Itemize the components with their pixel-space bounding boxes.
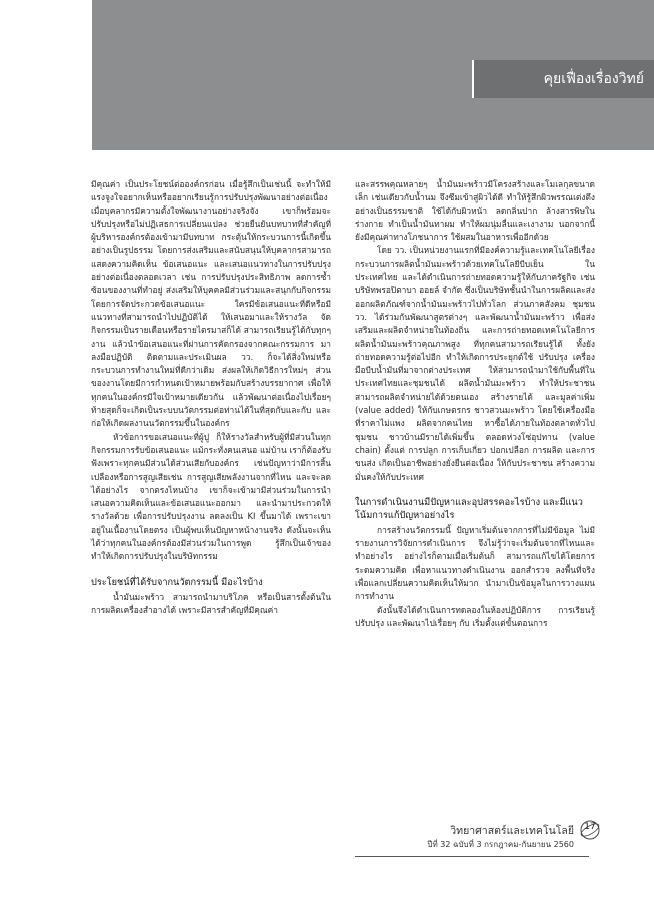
left-column — [91, 178, 331, 617]
right-paragraph-4: ดังนั้นจึงได้ดำเนินการทดลองในห้องปฏิบัติการ การเรียนรู้ ปรับปรุง และพัฒนาไปเรื่อยๆ กับ เริ่มตั้งแต่ขั้นตอนการ — [355, 604, 595, 628]
right-column — [355, 178, 595, 630]
header-band-cutout — [0, 0, 92, 150]
page-number: 17 — [584, 822, 596, 832]
left-paragraph-2: หัวข้อการขอเสนอแนะที่ผู้ปู ก็ให้รางวัลสำหรับผู้ที่มีส่วนในทุกกิจกรรมการรับข้อเสนอแนะ แม้กระทั่งคนเสนอ แม่บ้าน เราก็ต้องรับฟังเพราะทุกคนมีส่วนได้ส่วนเสียกับองค์กร เช่นปัญหาว่ามีการสิ้นเปลืองหรือการสูญเสียเช่น การสูญเสียพลังงานจากที่ไหน และจะลดได้อย่างไร จากตรงไหนบ้าง เขาก็จะเข้ามามีส่วนร่วมในการนำเสนอความคิดเห็นและข้อเสนอแนะออกมา และนำมาประกวดให้รางวัลด้วย เพื่อการปรับปรุงงาน ลดลงเป็น KI ขึ้นมาได้ เพราะเขาอยู่ในเนื้องานโดยตรง เป็นผู้พบเห็นปัญหาหน้างานจริง ดังนั้นจะเห็นได้ว่าทุกคนในองค์กรต้องมีส่วนร่วมในการพูด รู้สึกเป็นเจ้าของ ทำให้เกิดการปรับปรุงในบริษัทกรรม — [91, 431, 331, 562]
left-subheading: ประโยชน์ที่ได้รับจากนวัตกรรมนี้ มีอะไรบ้าง — [91, 576, 263, 588]
footer-journal-title: วิทยาศาสตร์และเทคโนโลยี — [450, 825, 574, 837]
section-tab — [472, 60, 654, 98]
left-paragraph-3: น้ำมันมะพร้าว สามารถนำมาบริโภค หรือเป็นสารตั้งต้นในการผลิตเครื่องสำอางได้ เพราะมีสารสำคัญที่มีคุณค่า — [91, 591, 331, 615]
right-paragraph-3: การสร้างนวัตกรรมนี้ ปัญหาเริ่มต้นจากการที่ไม่มีข้อมูล ไม่มีรายงานการวิจัยการดำเนินการ จึงไม่รู้ว่าจะเริ่มต้นจากที่ไหนและทำอย่างไร อย่างไรก็ตามเมื่อเริ่มต้นก็ สามารถแก้ไขได้โดยการระดมความคิด เพื่อหาแนวทางดำเนินงาน ออกสำรวจ ลงพื้นที่จริง เพื่อแลกเปลี่ยนความคิดเห็นให้มาก นำมาเป็นข้อมูลในการวางแผนการทำงาน — [355, 524, 595, 602]
right-subheading: ในการดำเนินงานมีปัญหาและอุปสรรคอะไรบ้าง และมีแนวโน้มการแก้ปัญหาอย่างไร — [355, 496, 583, 521]
footer-issue-info: ปีที่ 32 ฉบับที่ 3 กรกฎาคม-กันยายน 2560 — [427, 840, 574, 849]
right-paragraph-2: โดย วว. เป็นหน่วยงานแรกที่มีองค์ความรู้และเทคโนโลยีเรื่อง กระบวนการผลิตน้ำมันมะพร้าวด้วยเทคโนโลยีบีบเย็น ในประเทศไทย และได้ดำเนินการถ่ายทอดความรู้ให้กับภาครัฐกิจ เช่น บริษัทพรอปิตาบา ออยล์ จำกัด ซึ่งเป็นบริษัทชั้นนำในการผลิตและส่งออกผลิตภัณฑ์จากน้ำมันมะพร้าวไปทั่วโลก ส่วนภาคสังคม ชุมชน วว. ได้ร่วมกันพัฒนาสูตรต่างๆ และพัฒนาน้ำมันมะพร้าว เพื่อส่งเสริมและผลิตจำหน่ายในท้องถิ่น และการถ่ายทอดเทคโนโลยีการผลิตน้ำมันมะพร้าวคุณภาพสูง ที่ทุกคนสามารถเรียนรู้ได้ ทั้งยังถ่ายทอดความรู้ต่อไปอีก ทำให้เกิดการประยุกต์ใช้ ปรับปรุง เครื่องมือบีบน้ำมันที่มาจากต่างประเทศ ให้สามารถนำมาใช้กับพื้นที่ในประเทศไทยและชุมชนได้ ผลิตน้ำมันมะพร้าว ทำให้ประชาชนสามารถผลิตจำหน่ายได้ด้วยตนเอง สร้างรายได้ และมูลค่าเพิ่ม (value added) ให้กับเกษตรกร ชาวสวนมะพร้าว โดยใช้เครื่องมือที่ราคาไม่แพง ผลิตจากคนไทย หาซื้อได้ภายในท้องตลาดทั่วไป ชุมชน ชาวบ้านมีรายได้เพิ่มขึ้น ตลอดห่วงโซ่อุปทาน (value chain) ตั้งแต่ การปลูก การเก็บเกี่ยว ปอกเปลือก การผลิต และการขนส่ง เกิดเป็นอาชีพอย่างยั่งยืนต่อเนื่อง ให้กับประชาชน สร้างความมั่นคงให้กับประเทศ — [355, 245, 595, 482]
footer-divider — [355, 856, 589, 857]
left-paragraph-1: มีคุณค่า เป็นประโยชน์ต่อองค์กรก่อน เมื่อรู้สึกเป็นเช่นนี้ จะทำให้มีแรงจูงใจอยากเห็นหรืออยากเรียนรู้การปรับปรุงพัฒนาอย่างต่อเนื่อง เมื่อบุคลากรมีความตั้งใจพัฒนางานอย่างจริงจัง เขาก็พร้อมจะปรับปรุงหรือไม่ปฏิเสธการเปลี่ยนแปลง ช่วยยืนยันบทบาทที่สำคัญที่ผู้บริหารองค์กรต้องเข้ามามีบทบาท กระตุ้นให้กระบวนการนี้เกิดขึ้นอย่างเป็นรูปธรรม โดยการส่งเสริมและสนับสนุนให้บุคลากรสามารถแสดงความคิดเห็น ข้อเสนอแนะ และเสนอแนวทางในการปรับปรุงอย่างต่อเนื่องตลอดเวลา เช่น การปรับปรุงประสิทธิภาพ ลดการซ้ำซ้อนของงานที่ทำอยู่ ส่งเสริมให้บุคคลมีส่วนร่วมและสนุกกับกิจกรรม โดยการจัดประกวดข้อเสนอแนะ ใครมีข้อเสนอแนะที่ดีหรือมีแนวทางที่สามารถนำไปปฏิบัติได้ ให้เสนอมาและให้รางวัล จัดกิจกรรมเป็นรายเดือนหรือรายไตรมาสก็ได้ สามารถเรียนรู้ได้กับทุกๆ งาน แล้วนำข้อเสนอแนะที่ผ่านการคัดกรองจากคณะกรรมการ มาลงมือปฏิบัติ ติดตามและประเมินผล วว. ก็จะได้สิ่งใหม่หรือกระบวนการทำงานใหม่ที่ดีกว่าเดิม ส่งผลให้เกิดวิธีการใหม่ๆ ส่วนของงานโดยมีการกำหนดเป้าหมายพร้อมกับสร้างบรรยากาศ เพื่อให้ทุกคนในองค์กรมีใจเป้าหมายเดียวกัน แล้วพัฒนาต่อเนื่องไปเรื่อยๆ ท้ายสุดก็จะเกิดเป็นระบบนวัตกรรมต่อท่านได้ในที่สุดกับและกับ และก่อให้เกิดผลงานนวัตกรรมขึ้นในองค์กร — [91, 179, 331, 429]
right-paragraph-1: และสรรพคุณหลายๆ น้ำมันมะพร้าวมีโครงสร้างและโมเลกุลขนาดเล็ก เช่นเดียวกับน้ำนม จึงซึมเข้าสู่ผิวได้ดี ทำให้รู้สึกผิวพรรณเต่งตึงอย่างเป็นธรรมชาติ ใช้ได้กับผิวหน้า ลดกลิ่นปาก ล้างสารพิษในร่างกาย ทำเป็นน้ำมันทาผม ทำให้ผมนุ่มลื่นและเงางาม นอกจากนี้ยังมีคุณค่าทางโภชนาการ ใช้ผสมในอาหารเพื่ออีกด้วย — [355, 179, 595, 243]
section-label: คุยเฟื่องเรื่องวิทย์ — [543, 71, 644, 87]
